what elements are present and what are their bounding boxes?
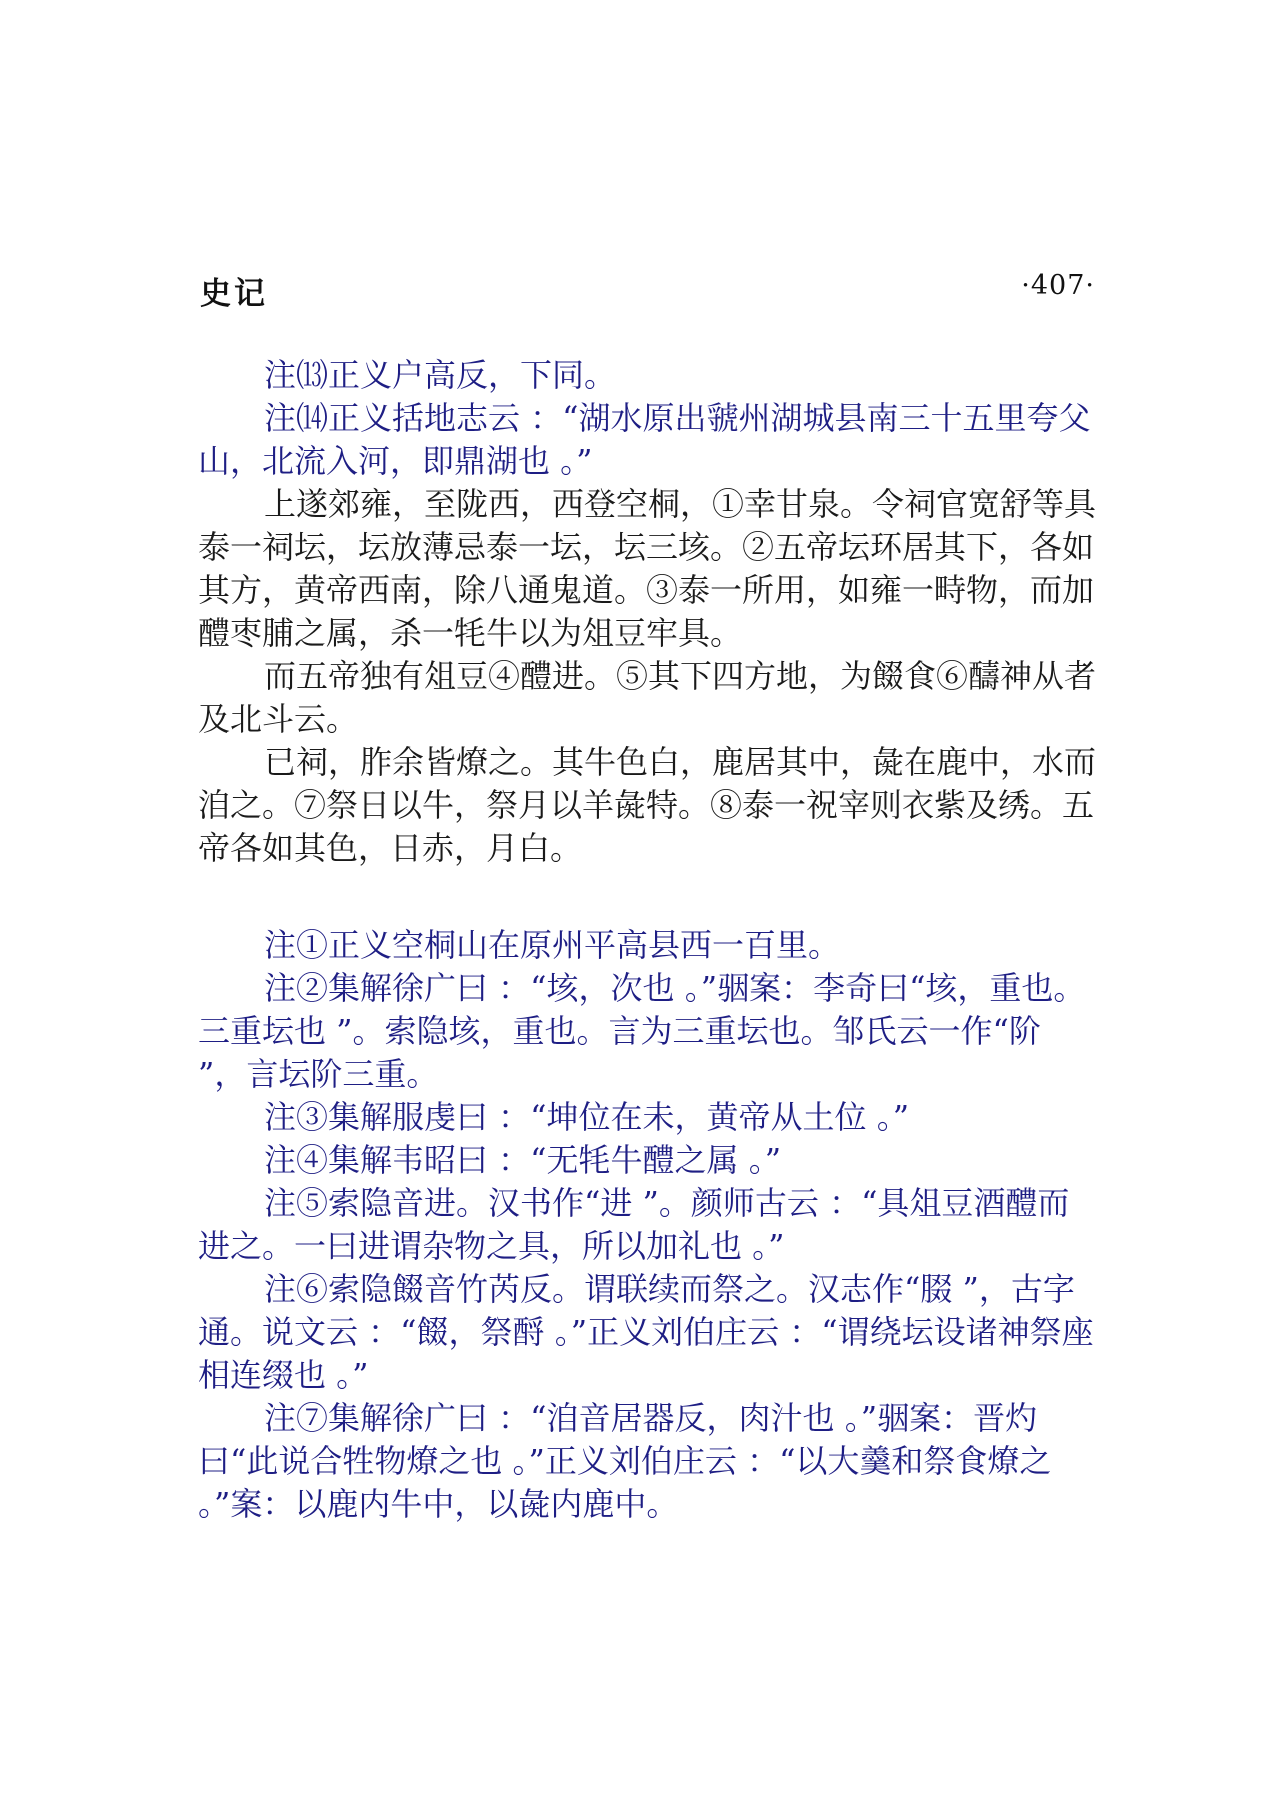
note-paragraph: 注④集解韦昭曰 ：“无牦牛醴之属 。” xyxy=(264,1141,782,1179)
main-paragraph: 已祠，胙余皆燎之。其牛色白，鹿居其中，彘在鹿中，水而洎之。⑦祭日以牛，祭月以羊彘特。⑧泰一祝宰则衣紫及绣。五帝各如其色，日赤，月白。 xyxy=(198,743,1097,867)
note-paragraph: 注⒀正义户高反，下同。 xyxy=(264,356,617,394)
note-paragraph: 注⑦集解徐广曰 ：“洎音居器反，肉汁也 。”骃案：晋灼曰“此说合牲物燎之也 。”正义刘伯庄云 ：“以大羹和祭食燎之 。”案：以鹿内牛中，以彘内鹿中。 xyxy=(198,1399,1052,1523)
note-paragraph: 注⑥索隐餟音竹芮反。谓联续而祭之。汉志作“腏 ”，古字通。说文云 ：“餟，祭酹 。”正义刘伯庄云 ：“谓绕坛设诸神祭座相连缀也 。” xyxy=(198,1270,1094,1394)
page-number: ·407· xyxy=(1021,270,1095,301)
note-paragraph: 注①正义空桐山在原州平高县西一百里。 xyxy=(264,926,841,964)
main-paragraph: 上遂郊雍，至陇西，西登空桐，①幸甘泉。令祠官宽舒等具泰一祠坛，坛放薄忌泰一坛，坛三垓。②五帝坛环居其下，各如其方，黄帝西南，除八通鬼道。③泰一所用，如雍一畤物，而加醴枣脯之属，杀一牦牛以为俎豆牢具。 xyxy=(198,485,1097,652)
main-paragraph: 而五帝独有俎豆④醴进。⑤其下四方地，为餟食⑥醻神从者及北斗云。 xyxy=(198,657,1097,738)
note-paragraph: 注②集解徐广曰 ：“垓，次也 。”骃案：李奇曰“垓，重也。三重坛也 ”。索隐垓，重也。言为三重坛也。邹氏云一作“阶 ”，言坛阶三重。 xyxy=(198,969,1086,1093)
page-header xyxy=(200,268,1095,312)
book-title: 史记 xyxy=(200,276,268,312)
note-paragraph: 注⑤索隐音进。汉书作“进 ”。颜师古云 ：“具俎豆酒醴而进之。一曰进谓杂物之具，所以加礼也 。” xyxy=(198,1184,1070,1265)
note-paragraph: 注⒁正义括地志云 ：“湖水原出虢州湖城县南三十五里夸父山，北流入河，即鼎湖也 。” xyxy=(198,399,1091,480)
section-spacer xyxy=(198,870,1098,924)
note-paragraph: 注③集解服虔曰 ：“坤位在未，黄帝从土位 。” xyxy=(264,1098,910,1136)
page-body xyxy=(198,354,1098,1526)
